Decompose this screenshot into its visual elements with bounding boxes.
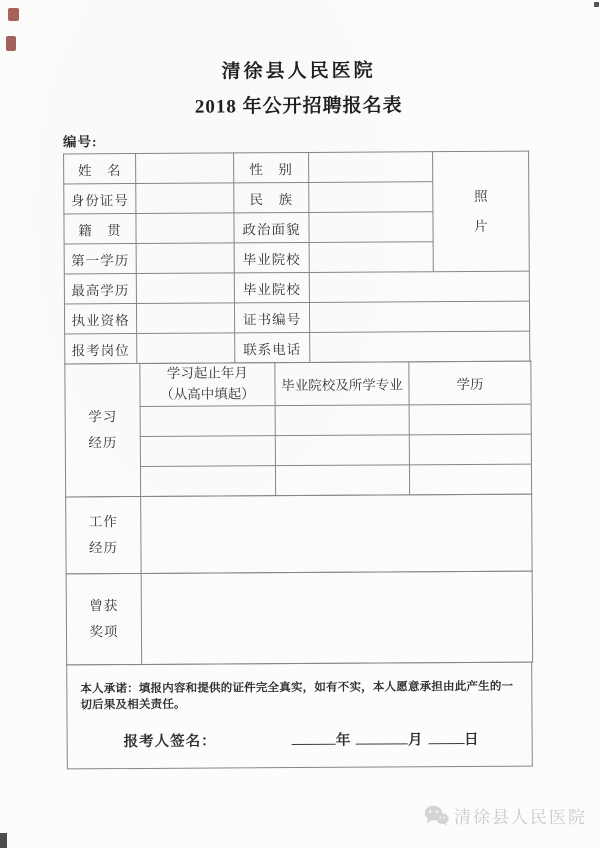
table-row (65, 331, 530, 364)
education-row-2-school-cell (275, 435, 409, 466)
month-blank-line (356, 740, 408, 744)
signature-row (68, 728, 532, 752)
field-value-name (136, 153, 234, 184)
declaration-text: 本人承诺：填报内容和提供的证件完全真实，如有不实，本人愿意承担由此产生的一切后果及相关责任。 (80, 680, 514, 712)
header-degree: 学历 (409, 361, 531, 405)
education-row-3-degree-cell (409, 464, 531, 495)
field-label-certificate-number: 证书编号 (234, 302, 309, 332)
education-row-2-period-cell (140, 436, 275, 467)
field-label-position-applied: 报考岗位 (65, 333, 137, 363)
education-history-section (64, 361, 532, 498)
field-label-graduate-school-1: 毕业院校 (234, 242, 309, 272)
table-row (65, 361, 531, 407)
field-label-contact-phone: 联系电话 (235, 332, 310, 362)
wechat-watermark (424, 803, 587, 828)
header-study-period-line1: 学习起止年月 (166, 365, 248, 381)
field-value-highest-degree (136, 273, 234, 304)
form-title: 2018 年公开招聘报名表 (194, 95, 403, 118)
serial-number-label: 编号: (62, 134, 98, 150)
field-value-native-place (136, 213, 234, 244)
field-value-political-status (309, 212, 433, 243)
field-label-name: 姓 名 (64, 154, 136, 184)
signature-label: 报考人签名： (123, 733, 217, 751)
field-label-gender: 性 别 (234, 152, 309, 182)
field-label-first-degree: 第一学历 (64, 243, 136, 273)
table-row (66, 571, 533, 665)
field-value-graduate-school-2 (309, 271, 529, 302)
field-value-graduate-school-1 (309, 242, 433, 273)
education-row-3-period-cell (140, 466, 275, 497)
field-value-ethnicity (309, 182, 433, 213)
field-label-native-place: 籍 贯 (64, 214, 136, 244)
education-row-1-school-cell (275, 405, 409, 436)
work-section-label-cell (66, 496, 141, 573)
field-label-highest-degree: 最高学历 (64, 273, 136, 303)
education-row-1-period-cell (140, 406, 275, 437)
work-section-label: 工作经历 (88, 514, 119, 556)
field-value-gender (309, 152, 433, 183)
application-form-table (63, 151, 533, 770)
declaration-section (66, 662, 533, 770)
work-experience-section (65, 494, 532, 575)
education-row-2-degree-cell (409, 434, 531, 465)
field-label-ethnicity: 民 族 (234, 182, 309, 212)
header-school-major: 毕业院校及所学专业 (275, 362, 409, 406)
field-label-id-number: 身份证号 (64, 184, 136, 214)
basic-info-section (63, 151, 530, 365)
education-section-label-cell (65, 363, 141, 496)
table-row (64, 301, 529, 334)
education-row-3-school-cell (275, 465, 409, 496)
awards-content-cell (141, 571, 533, 664)
photo-cell (433, 151, 530, 272)
awards-section-label: 曾获奖项 (89, 598, 119, 640)
day-blank-line (428, 740, 464, 744)
awards-section (66, 571, 534, 666)
day-label: 日 (464, 731, 480, 749)
field-value-certificate-number (309, 301, 529, 332)
year-blank-line (292, 741, 336, 745)
field-label-professional-qualification: 执业资格 (64, 303, 136, 333)
table-row (64, 151, 529, 184)
table-row (66, 494, 532, 574)
date-blanks (292, 728, 480, 750)
field-label-graduate-school-2: 毕业院校 (234, 272, 309, 302)
month-label: 月 (407, 732, 424, 749)
year-label: 年 (335, 732, 352, 749)
watermark-text: 清徐县人民医院 (454, 808, 587, 827)
scan-artifact-edge-mark (0, 833, 7, 848)
header-study-period-line2: （从高中填起） (160, 386, 255, 402)
wechat-icon (424, 805, 449, 826)
field-value-first-degree (136, 243, 234, 274)
table-row (64, 271, 529, 304)
field-value-professional-qualification (136, 303, 234, 334)
hospital-name-title: 清徐县人民医院 (221, 60, 376, 83)
awards-section-label-cell (66, 573, 142, 664)
education-section-label: 学习经历 (88, 409, 118, 451)
header-study-period (140, 363, 275, 407)
field-value-id-number (136, 183, 234, 214)
field-value-position-applied (137, 333, 235, 364)
field-label-political-status: 政治面貌 (234, 212, 309, 242)
education-row-1-degree-cell (409, 404, 531, 435)
work-experience-content-cell (141, 494, 532, 573)
photo-label: 照片 (474, 188, 488, 234)
field-value-contact-phone (310, 331, 530, 362)
